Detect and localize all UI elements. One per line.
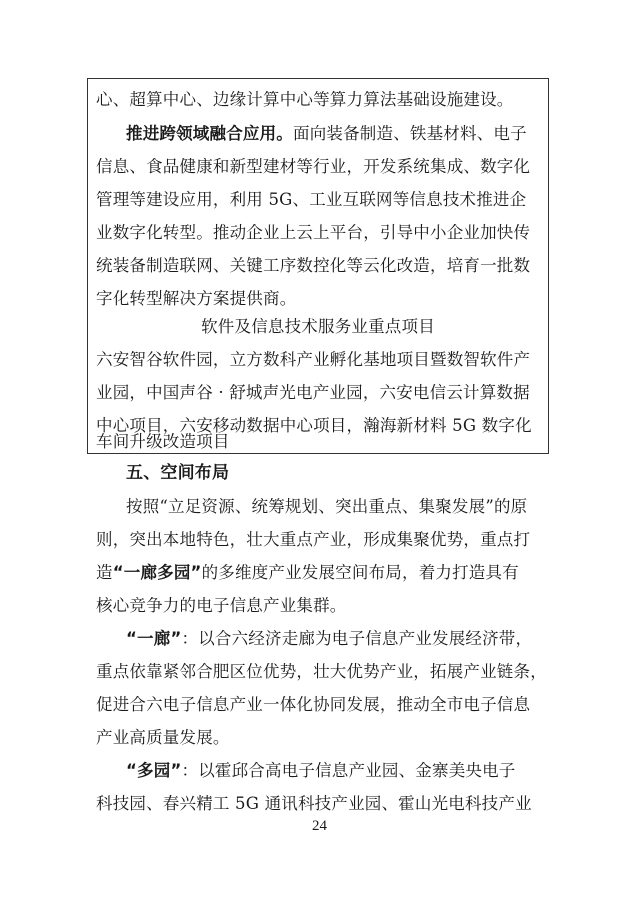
p1-line-3	[96, 563, 519, 583]
project-line-1: 六安智谷软件园，立方数科产业孵化基地项目暨数智软件产	[96, 350, 531, 369]
p2-line-2: 重点依靠紧邻合肥区位优势，壮大优势产业，拓展产业链条，	[96, 662, 547, 681]
bold-term: “一廊”	[126, 629, 182, 648]
box-line-1: 心、超算中心、边缘计算中心等算力算法基础设施建设。	[96, 90, 514, 109]
section-heading: 五、空间布局	[126, 463, 230, 483]
p2-line-4: 产业高质量发展。	[96, 728, 230, 747]
p1-line-2: 则，突出本地特色，壮大重点产业，形成集聚优势，重点打	[96, 530, 531, 549]
box-para-2-first-line	[126, 124, 527, 144]
project-heading: 软件及信息技术服务业重点项目	[201, 317, 435, 336]
text-run: ：以合六经济走廊为电子信息产业发展经济带，	[181, 629, 533, 648]
box-line-6: 统装备制造联网、关键工序数控化等云化改造，培育一批数	[96, 256, 531, 275]
text-run: ：以霍邱合高电子信息产业园、金寨美央电子	[181, 761, 516, 780]
p1-line-4: 核心竞争力的电子信息产业集群。	[96, 596, 347, 615]
bold-term: “多园”	[126, 761, 182, 780]
p3-line-2: 科技园、春兴精工 5G 通讯科技产业园、霍山光电科技产业	[96, 794, 532, 813]
bold-lead-in: 推进跨领域融合应用。	[126, 124, 293, 143]
p2-line-1	[126, 629, 532, 649]
box-line-3: 信息、食品健康和新型建材等行业，开发系统集成、数字化	[96, 157, 531, 176]
project-line-2: 业园，中国声谷 · 舒城声光电产业园，六安电信云计算数据	[96, 383, 530, 402]
para-text: 面向装备制造、铁基材料、电子	[293, 124, 527, 143]
project-line-3: 中心项目，六安移动数据中心项目，瀚海新材料 5G 数字化	[96, 416, 532, 435]
bold-term: “一廊多园”	[112, 563, 202, 582]
box-line-5: 业数字化转型。推动企业上云上平台，引导中小企业加快传	[96, 223, 531, 242]
box-line-7: 字化转型解决方案提供商。	[96, 289, 297, 308]
p3-line-1	[126, 761, 516, 781]
project-line-4: 车间升级改造项目	[96, 432, 230, 451]
box-line-4: 管理等建设应用，利用 5G、工业互联网等信息技术推进企	[96, 190, 527, 209]
text-run: 造	[96, 563, 113, 582]
p2-line-3: 促进合六电子信息产业一体化协同发展，推动全市电子信息	[96, 695, 531, 714]
p1-line-1: 按照“立足资源、统筹规划、突出重点、集聚发展”的原	[126, 497, 528, 516]
text-run: 的多维度产业发展空间布局，着力打造具有	[201, 563, 519, 582]
page-number: 24	[312, 818, 327, 834]
